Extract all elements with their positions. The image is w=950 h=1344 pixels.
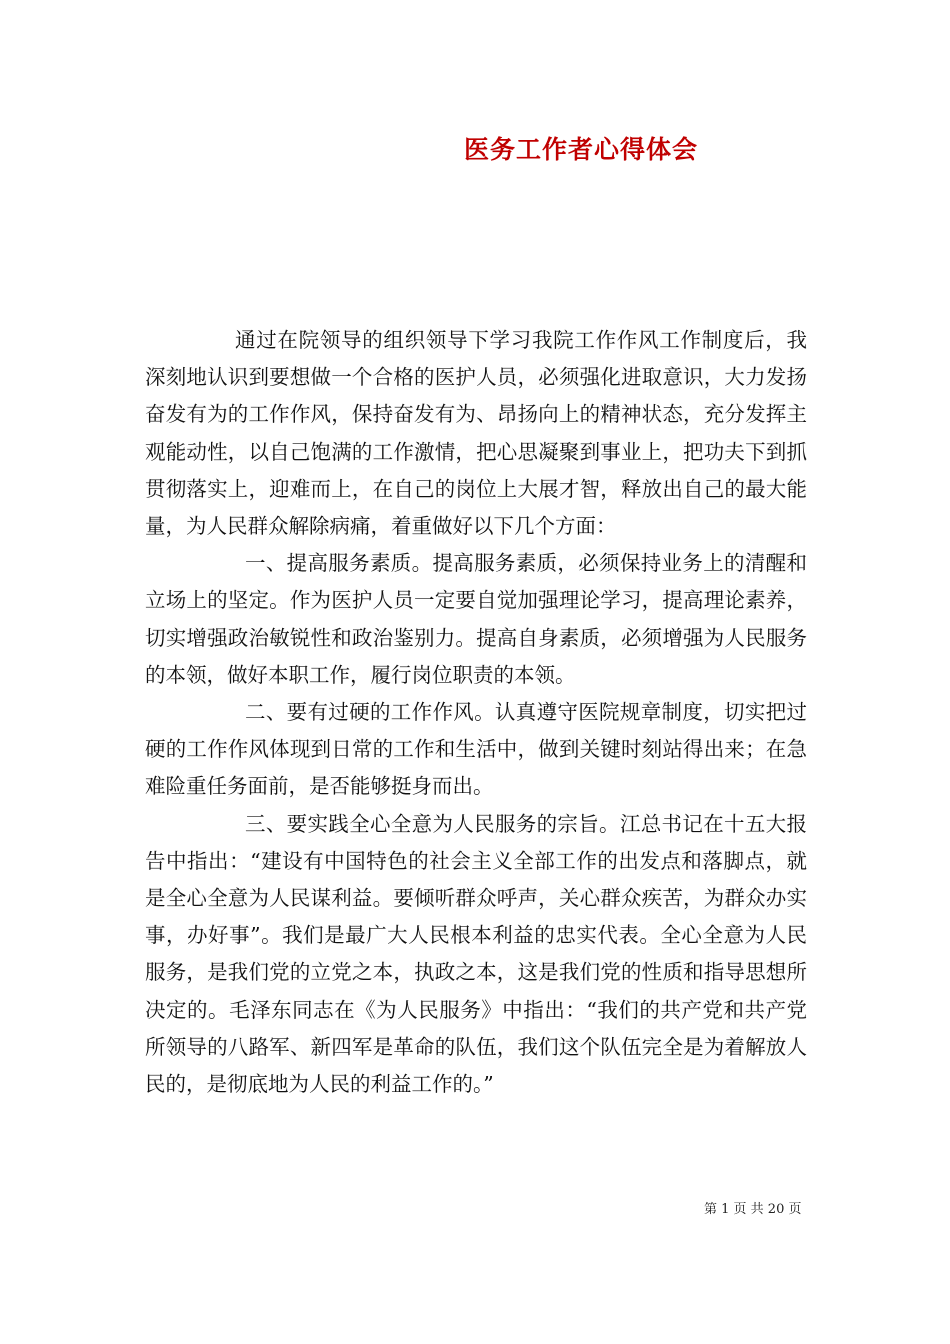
intro-paragraph: 通过在院领导的组织领导下学习我院工作作风工作制度后，我深刻地认识到要想做一个合格的医护人员，必须强化进取意识，大力发扬奋发有为的工作作风，保持奋发有为、昂扬向上的精神状态，充分发挥主观能动性，以自己饱满的工作激情，把心思凝聚到事业上，把功夫下到抓贯彻落实上，迎难而上，在自己的岗位上大展才智，释放出自己的最大能量，为人民群众解除病痛，着重做好以下几个方面： — [145, 328, 807, 539]
point-three-paragraph: 三、要实践全心全意为人民服务的宗旨。江总书记在十五大报告中指出：“建设有中国特色的社会主义全部工作的出发点和落脚点，就是全心全意为人民谋利益。要倾听群众呼声，关心群众疾苦，为群众办实事，办好事”。我们是最广大人民根本利益的忠实代表。全心全意为人民服务，是我们党的立党之本，执政之本，这是我们党的性质和指导思想所决定的。毛泽东同志在《为人民服务》中指出：“我们的共产党和共产党所领导的八路军、新四军是革命的队伍，我们这个队伍完全是为着解放人民的，是彻底地为人民的利益工作的。” — [145, 811, 807, 1097]
document-title: 医务工作者心得体会 — [463, 135, 698, 164]
point-one-paragraph: 一、提高服务素质。提高服务素质，必须保持业务上的清醒和立场上的坚定。作为医护人员一定要自觉加强理论学习，提高理论素养，切实增强政治敏锐性和政治鉴别力。提高自身素质，必须增强为人民服务的本领，做好本职工作，履行岗位职责的本领。 — [145, 551, 807, 687]
document-body — [145, 322, 807, 1103]
page-number-footer: 第 1 页 共 20 页 — [704, 1202, 802, 1217]
point-two-paragraph: 二、要有过硬的工作作风。认真遵守医院规章制度，切实把过硬的工作作风体现到日常的工作和生活中，做到关键时刻站得出来；在急难险重任务面前，是否能够挺身而出。 — [145, 700, 807, 799]
